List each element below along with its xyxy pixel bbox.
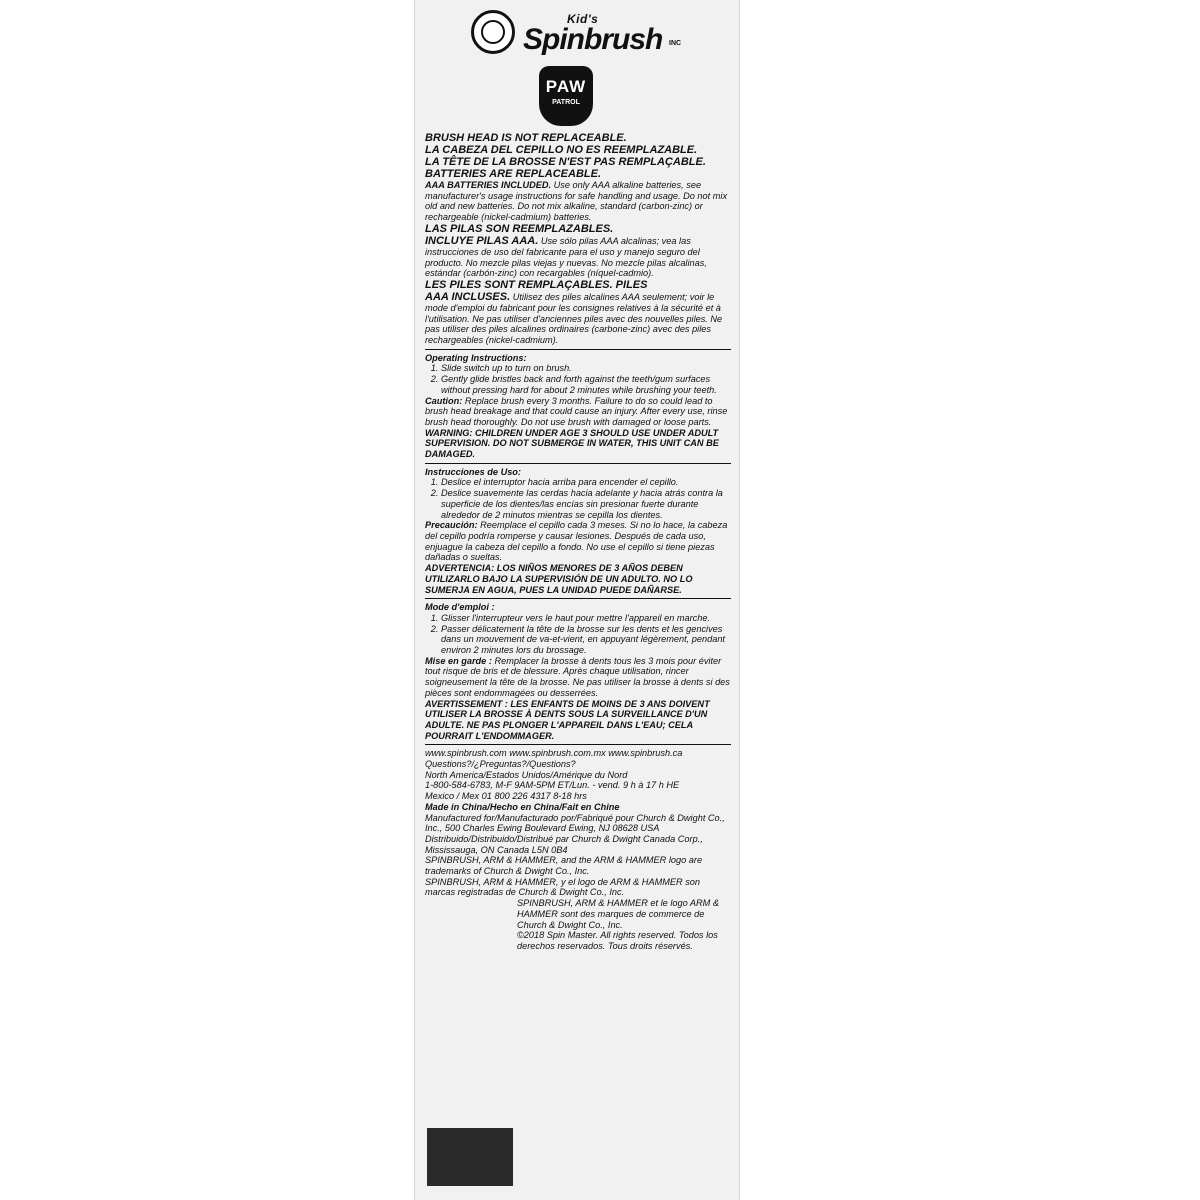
french-steps (425, 613, 731, 656)
french-heading: Mode d'emploi : (425, 602, 495, 613)
spanish-section (425, 463, 731, 595)
caution-text: Replace brush every 3 months. Failure to do so could lead to brush head breakage and that could cause an injury. After every use, rinse brush head thoroughly. Do not use brush with damaged or loose parts. (425, 395, 728, 427)
product-label-panel (414, 0, 740, 1200)
contact-line: Mexico / Mex 01 800 226 4317 8-18 hrs (425, 791, 587, 802)
contact-line: 1-800-584-6783, M-F 9AM-5PM ET/Lun. - vend. 9 h à 17 h HE (425, 780, 680, 791)
caution-label: Caution: (425, 395, 463, 406)
batteries-es-label: INCLUYE PILAS AAA. (425, 234, 539, 247)
operating-warning: WARNING: CHILDREN UNDER AGE 3 SHOULD USE UNDER ADULT SUPERVISION. DO NOT SUBMERGE IN WATER, THIS UNIT CAN BE DAMAGED. (425, 427, 719, 460)
spanish-caution (425, 520, 731, 563)
list-item: 2. Deslice suavemente las cerdas hacia adelante y hacia atrás contra la superficie de los dientes/las encías sin presionar fuerte durante alrededor de 2 minutos mientras se cepilla los dientes. (441, 488, 731, 520)
batteries-fr-label: AAA INCLUSES. (425, 290, 511, 303)
legal-manufactured: Manufactured for/Manufacturado por/Fabriqué pour Church & Dwight Co., Inc., 500 Charles Ewing Boulevard Ewing, NJ 08628 USA (425, 812, 725, 834)
list-item: 1. Glisser l'interrupteur vers le haut pour mettre l'appareil en marche. (441, 613, 731, 624)
brand-subtitle: Kid's (567, 12, 599, 26)
french-caution (425, 656, 731, 699)
made-in: Made in China/Hecho en China/Fait en Chine (425, 801, 620, 812)
batteries-fr (425, 291, 731, 346)
batteries-fr-heading: LES PILES SONT REMPLAÇABLES. PILES (425, 278, 648, 291)
brand-name: Spinbrush (523, 23, 663, 56)
caution-text: Remplacer la brosse à dents tous les 3 mois pour éviter tout risque de bris et de blessure. Après chaque utilisation, rincer soigneusement la tête de la brosse. Ne pas utiliser la brosse à dents si des pièces sont endommagées ou desserrées. (425, 655, 730, 698)
seal-inner-ring (481, 20, 505, 44)
batteries-fr-text: Utilisez des piles alcalines AAA seulement; voir le mode d'emploi du fabricant pour les consignes relatives à la sécurité et à l'utilisation. Ne pas utiliser d'anciennes piles avec des nouvelles piles. Ne pas utiliser des piles alcalines ordinaires (carbone-zinc) avec des piles rechargeables (nickel-cadmium). (425, 291, 723, 346)
list-item: 1. Slide switch up to turn on brush. (441, 363, 731, 374)
batteries-es-heading: LAS PILAS SON REEMPLAZABLES. (425, 222, 614, 235)
caution-text: Reemplace el cepillo cada 3 meses. Si no lo hace, la cabeza del cepillo podría romperse y causar lesiones. Después de cada uso, enjuague la cabeza del cepillo a fondo. No use el cepillo si tiene piezas dañadas o sueltas. (425, 520, 728, 563)
brand-logo (471, 10, 691, 60)
french-section (425, 598, 731, 741)
list-item: 2. Passer délicatement la tête de la brosse sur les dents et les gencives dans un mouvement de va-et-vient, en appuyant légèrement, pendant environ 2 minutes lors du brossage. (441, 624, 731, 656)
caution-label: Mise en garde : (425, 655, 492, 666)
operating-heading: Operating Instructions: (425, 352, 527, 363)
headline: LA TÊTE DE LA BROSSE N'EST PAS REMPLAÇABLE. (425, 156, 706, 168)
websites: www.spinbrush.com www.spinbrush.com.mx www.spinbrush.ca (425, 748, 683, 759)
legal-trademark-es: SPINBRUSH, ARM & HAMMER, y el logo de ARM & HAMMER son marcas registradas de Church & Dwight Co., Inc. (425, 876, 701, 898)
badge-line2: PATROL (552, 99, 580, 106)
batteries-es (425, 235, 731, 279)
headline: LA CABEZA DEL CEPILLO NO ES REEMPLAZABLE. (425, 144, 698, 156)
legal-distributed: Distribuido/Distribuido/Distribué par Church & Dwight Canada Corp., Mississauga, ON Canada L5N 0B4 (425, 833, 703, 855)
spanish-warning: ADVERTENCIA: LOS NIÑOS MENORES DE 3 AÑOS DEBEN UTILIZARLO BAJO LA SUPERVISIÓN DE UN ADULTO. NO LO SUMERJA EN AGUA, PUES LA UNIDAD PUEDE DAÑARSE. (425, 563, 693, 595)
batteries-en (425, 180, 731, 223)
caution-label: Precaución: (425, 520, 478, 531)
paw-patrol-badge-icon (539, 66, 593, 126)
legal-trademark-en: SPINBRUSH, ARM & HAMMER, and the ARM & HAMMER logo are trademarks of Church & Dwight Co., Inc. (425, 855, 703, 877)
french-warning: AVERTISSEMENT : LES ENFANTS DE MOINS DE 3 ANS DOIVENT UTILISER LA BROSSE À DENTS SOUS LA SURVEILLANCE D'UN ADULTE. NE PAS PLONGER L'APPAREIL DANS L'EAU; CELA POURRAIT L'ENDOMMAGER. (425, 698, 710, 741)
operating-caution (425, 396, 731, 428)
contact-line: North America/Estados Unidos/Amérique du Nord (425, 769, 628, 780)
legal-trademark-fr: SPINBRUSH, ARM & HAMMER et le logo ARM & HAMMER sont des marques de commerce de Church & Dwight Co., Inc. (517, 898, 719, 930)
list-item: 2. Gently glide bristles back and forth against the teeth/gum surfaces without pressing hard for about 2 minutes while brushing your teeth. (441, 374, 731, 395)
barcode-block (427, 1128, 513, 1186)
operating-section (425, 349, 731, 460)
operating-steps (425, 363, 731, 395)
headline: BATTERIES ARE REPLACEABLE. (425, 168, 602, 180)
badge-line1: PAW (545, 77, 587, 96)
batteries-en-label: AAA BATTERIES INCLUDED. (425, 180, 552, 190)
batteries-es-text: Use sólo pilas AAA alcalinas; vea las instrucciones de uso del fabricante para el uso y manejo seguro del producto. No mezcle pilas viejas y nuevas. No mezcle pilas alcalinas, estándar (carbón-zinc) con recargables (níquel-cadmio). (425, 235, 707, 279)
spanish-heading: Instrucciones de Uso: (425, 466, 521, 477)
legal-copyright: ©2018 Spin Master. All rights reserved. Todos los derechos reservados. Tous droits réservés. (517, 930, 718, 951)
spanish-steps (425, 477, 731, 520)
batteries-en-text: Use only AAA alkaline batteries, see manufacturer's usage instructions for safe handling and usage. Do not mix old and new batteries. Do not mix alkaline, standard (carbon-zinc) or rechargeable (nickel-cadmium) batteries. (425, 180, 728, 223)
arm-hammer-seal-icon (471, 10, 515, 54)
contact-section (425, 744, 731, 951)
contact-line: Questions?/¿Preguntas?/Questions? (425, 759, 576, 770)
brand-inc: INC (669, 40, 682, 47)
label-text (425, 132, 731, 952)
list-item: 1. Deslice el interruptor hacia arriba para encender el cepillo. (441, 477, 731, 488)
headline: BRUSH HEAD IS NOT REPLACEABLE. (425, 132, 627, 144)
